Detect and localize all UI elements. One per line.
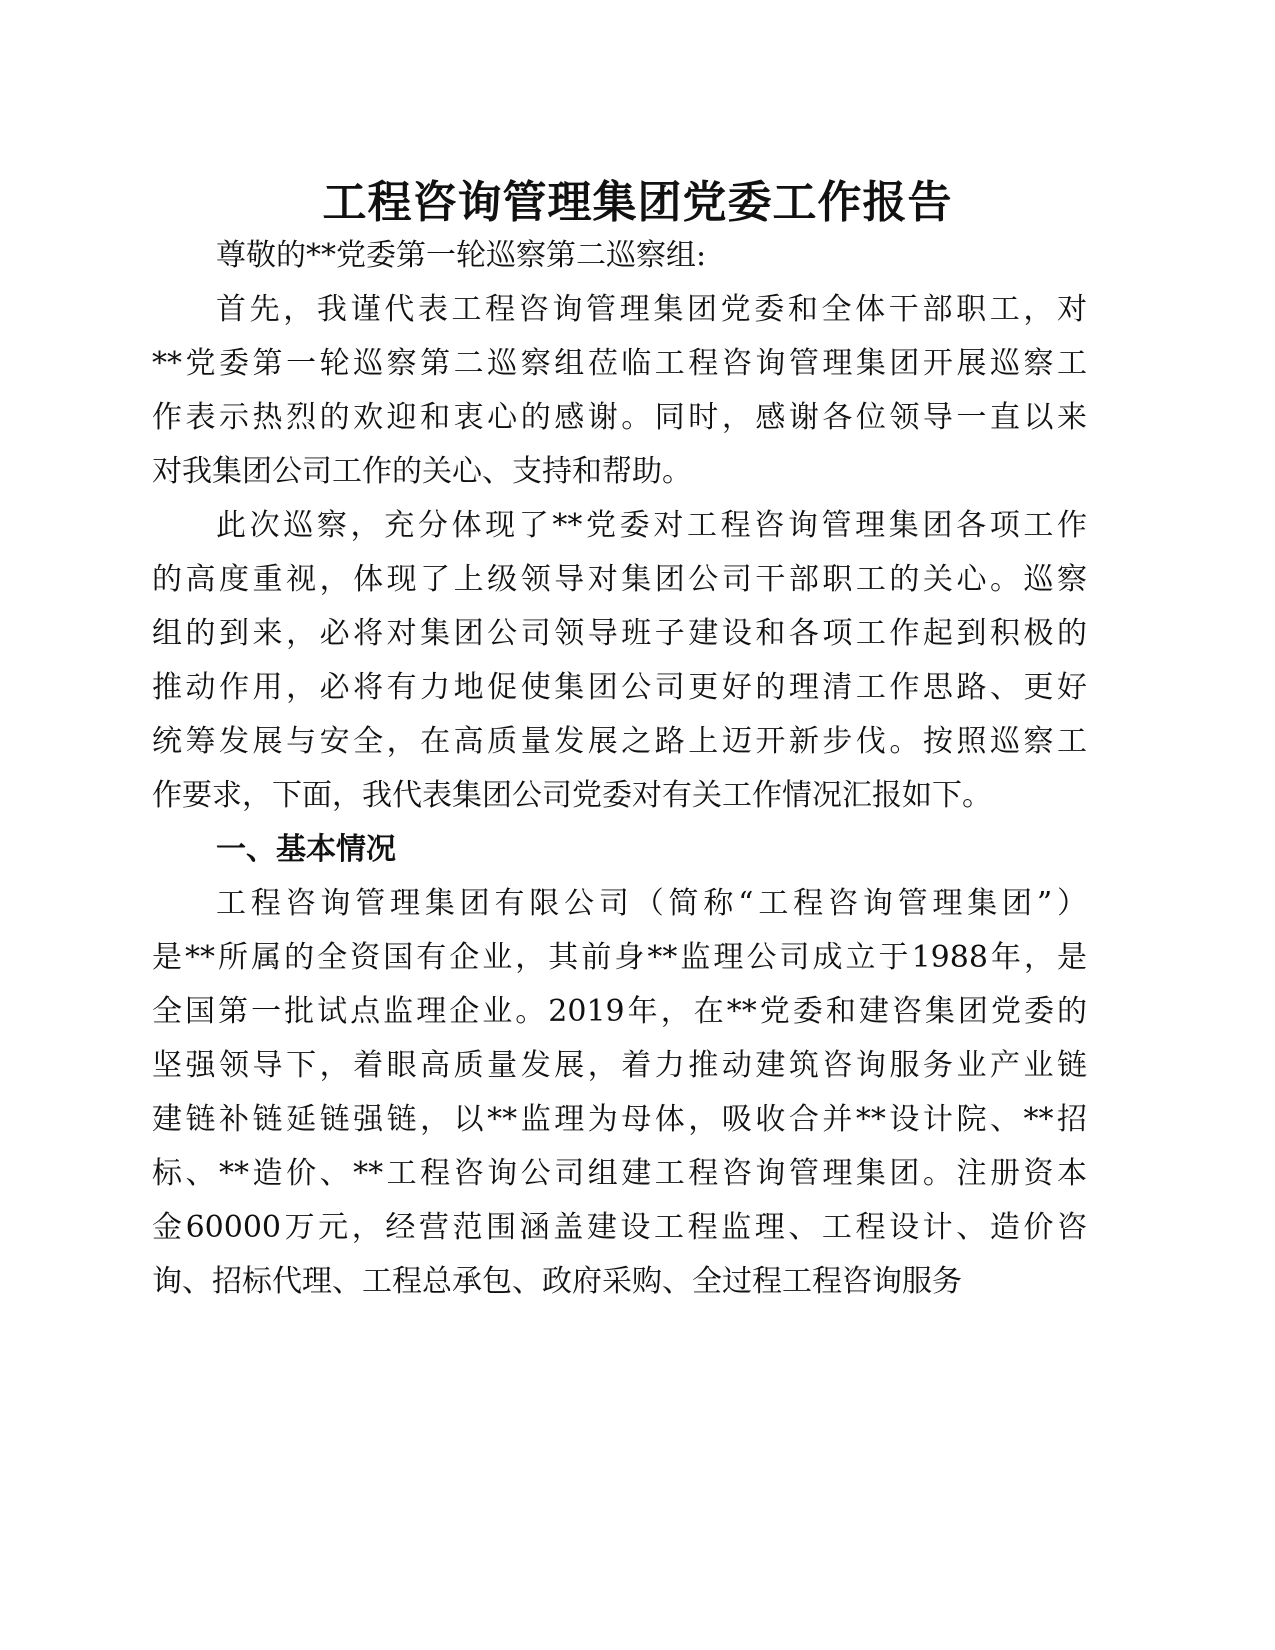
paragraph-2-line: 统筹发展与安全，在高质量发展之路上迈开新步伐。按照巡察工 — [152, 724, 1087, 759]
paragraph-1-line: 首先，我谨代表工程咨询管理集团党委和全体干部职工，对 — [216, 292, 1087, 327]
paragraph-1-line: **党委第一轮巡察第二巡察组莅临工程咨询管理集团开展巡察工 — [152, 346, 1087, 381]
paragraph-2-line: 作要求，下面，我代表集团公司党委对有关工作情况汇报如下。 — [152, 778, 992, 813]
paragraph-3-line: 是**所属的全资国有企业，其前身**监理公司成立于1988年，是 — [152, 940, 1087, 975]
paragraph-1-line: 作表示热烈的欢迎和衷心的感谢。同时，感谢各位领导一直以来 — [152, 400, 1087, 435]
document-body — [152, 229, 1087, 1309]
paragraph-3-line: 工程咨询管理集团有限公司（简称“工程咨询管理集团”） — [216, 886, 1087, 921]
section-heading: 一、基本情况 — [216, 832, 396, 867]
paragraph-3-line: 金60000万元，经营范围涵盖建设工程监理、工程设计、造价咨 — [152, 1210, 1087, 1245]
paragraph-1-line: 对我集团公司工作的关心、支持和帮助。 — [152, 454, 692, 489]
salutation: 尊敬的**党委第一轮巡察第二巡察组: — [216, 238, 707, 273]
paragraph-3-line: 建链补链延链强链，以**监理为母体，吸收合并**设计院、**招 — [152, 1102, 1087, 1137]
paragraph-2-line: 组的到来，必将对集团公司领导班子建设和各项工作起到积极的 — [152, 616, 1087, 651]
paragraph-3-line: 全国第一批试点监理企业。2019年，在**党委和建咨集团党委的 — [152, 994, 1087, 1029]
paragraph-3-line: 坚强领导下，着眼高质量发展，着力推动建筑咨询服务业产业链 — [152, 1048, 1087, 1083]
paragraph-3-line: 询、招标代理、工程总承包、政府采购、全过程工程咨询服务 — [152, 1264, 962, 1299]
paragraph-2-line: 此次巡察，充分体现了**党委对工程咨询管理集团各项工作 — [216, 508, 1087, 543]
paragraph-2-line: 的高度重视，体现了上级领导对集团公司干部职工的关心。巡察 — [152, 562, 1087, 597]
paragraph-3-line: 标、**造价、**工程咨询公司组建工程咨询管理集团。注册资本 — [152, 1156, 1087, 1191]
paragraph-2-line: 推动作用，必将有力地促使集团公司更好的理清工作思路、更好 — [152, 670, 1087, 705]
document-title: 工程咨询管理集团党委工作报告 — [322, 177, 953, 228]
